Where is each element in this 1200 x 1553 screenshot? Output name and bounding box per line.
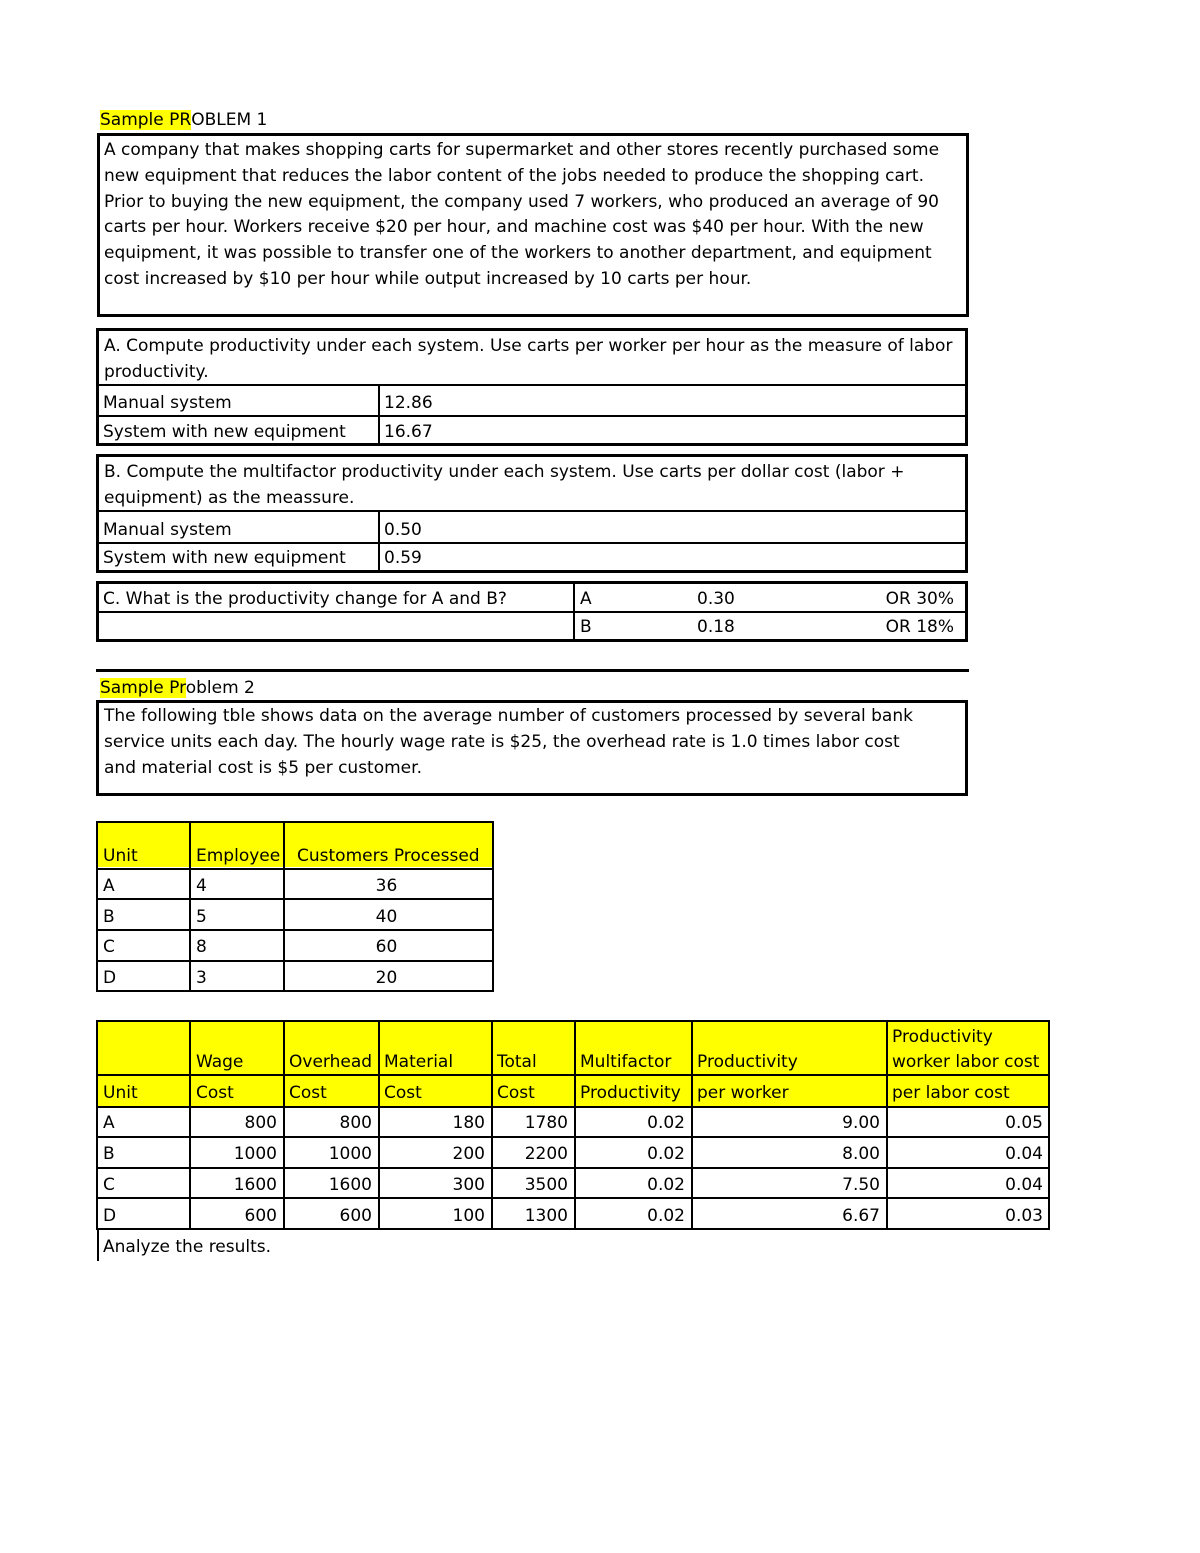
units-table-rule <box>97 960 493 962</box>
cost-table-cell: 600 <box>244 1206 277 1226</box>
cost-table-cell: 0.03 <box>1005 1206 1043 1226</box>
cost-table-header: per worker <box>697 1083 789 1103</box>
cost-table-rule <box>97 1106 1049 1108</box>
cost-table-cell: 180 <box>452 1113 485 1133</box>
cost-table-cell: C <box>103 1175 115 1195</box>
partC-question: C. What is the productivity change for A and B? <box>103 589 507 609</box>
units-table-cell: C <box>103 937 115 957</box>
units-table-cell: B <box>103 907 115 927</box>
cost-table-cell: 600 <box>339 1206 372 1226</box>
cost-table-cell: 0.05 <box>1005 1113 1043 1133</box>
partC-row-key: A <box>580 589 592 609</box>
cost-table-cell: 1780 <box>524 1113 568 1133</box>
problem2-title-rest: oblem 2 <box>185 678 255 698</box>
cost-table-cell: 6.67 <box>842 1206 880 1226</box>
problem1-title-highlight: Sample PR <box>100 110 192 130</box>
cost-table-cell: 0.02 <box>647 1175 685 1195</box>
cost-table-cell: 1300 <box>524 1206 568 1226</box>
cost-table-header: Multifactor <box>580 1052 672 1072</box>
cost-table-cell: 2200 <box>524 1144 568 1164</box>
units-table-cell: A <box>103 876 115 896</box>
cost-table-cell: 0.02 <box>647 1113 685 1133</box>
cost-table-cell: 0.04 <box>1005 1144 1043 1164</box>
cost-table-header: Cost <box>289 1083 327 1103</box>
cost-table-rule <box>97 1197 1049 1199</box>
units-table-cell: 20 <box>375 968 398 988</box>
partC-row-value: 0.18 <box>697 617 735 637</box>
units-table-header: Unit <box>103 846 138 866</box>
partC-row-value: 0.30 <box>697 589 735 609</box>
cost-table-cell: 300 <box>452 1175 485 1195</box>
units-table-cell: 3 <box>196 968 207 988</box>
partA-row-value: 16.67 <box>384 422 433 442</box>
units-table-rule <box>97 929 493 931</box>
cost-table-cell: A <box>103 1113 115 1133</box>
cost-table-cell: 1600 <box>328 1175 372 1195</box>
cost-table-cell: D <box>103 1206 117 1226</box>
cost-table-header: Total <box>497 1052 537 1072</box>
units-table-rule <box>97 898 493 900</box>
cost-table-cell: 0.02 <box>647 1206 685 1226</box>
cost-table-rule <box>97 1136 1049 1138</box>
cost-table-header: Productivity <box>892 1027 993 1047</box>
problem1-title <box>100 109 267 131</box>
cost-table-header: Productivity <box>580 1083 681 1103</box>
partC-divider <box>97 611 966 613</box>
units-table-header: Employee <box>196 846 281 866</box>
partA-row-label: System with new equipment <box>103 422 346 442</box>
cost-table-cell: 800 <box>339 1113 372 1133</box>
cost-table-cell: 1600 <box>233 1175 277 1195</box>
cost-table-cell: 1000 <box>328 1144 372 1164</box>
cost-table-cell: 0.04 <box>1005 1175 1043 1195</box>
partC-row-key: B <box>580 617 592 637</box>
partA-divider-2 <box>97 415 966 417</box>
units-table-header: Customers Processed <box>297 846 480 866</box>
units-table-cell: 60 <box>375 937 398 957</box>
partB-question: B. Compute the multifactor productivity under each system. Use carts per dollar cost (labor + equipment) as the meassure. <box>104 462 905 508</box>
cost-table-header: Material <box>384 1052 454 1072</box>
partA-row-value: 12.86 <box>384 393 433 413</box>
partB-row-value: 0.59 <box>384 548 422 568</box>
cost-table-cell: 0.02 <box>647 1144 685 1164</box>
cost-table-header: Cost <box>196 1083 234 1103</box>
partA-divider-1 <box>97 384 966 386</box>
problem2-statement: The following tble shows data on the average number of customers processed by several bank service units each day. The hourly wage rate is $25, the overhead rate is 1.0 times labor cost and material cost is $5 per customer. <box>104 706 913 778</box>
section-separator <box>96 669 969 672</box>
units-table-rule <box>97 868 493 870</box>
cost-table-header: Unit <box>103 1083 138 1103</box>
cost-table-rule <box>97 1167 1049 1169</box>
units-table-cell: 40 <box>375 907 398 927</box>
cost-table-cell: 8.00 <box>842 1144 880 1164</box>
units-table-cell: 5 <box>196 907 207 927</box>
cost-table-header: Wage <box>196 1052 244 1072</box>
units-table-cell: 36 <box>375 876 398 896</box>
cost-table-cell: 9.00 <box>842 1113 880 1133</box>
problem1-statement: A company that makes shopping carts for supermarket and other stores recently purchased some new equipment that reduces the labor content of the jobs needed to produce the shopping cart. Prior to buying the new equipment, the company used 7 workers, who produced an average of 90 carts per hour. Workers receive $20 per hour, and machine cost was $40 per hour. With the new equipment, it was possible to transfer one of the workers to another department, and equipment cost increased by $10 per hour while output increased by 10 carts per hour. <box>104 140 940 289</box>
cost-table-rule <box>97 1074 1049 1076</box>
problem2-title-highlight: Sample Pr <box>100 678 186 698</box>
cost-table-header: Cost <box>384 1083 422 1103</box>
cost-table-header: per labor cost <box>892 1083 1010 1103</box>
cost-table-cell: 7.50 <box>842 1175 880 1195</box>
partB-divider-1 <box>97 510 966 512</box>
cost-table-header: worker labor cost <box>892 1052 1040 1072</box>
units-table-col <box>189 822 191 991</box>
problem1-title-rest: OBLEM 1 <box>191 110 268 130</box>
cost-table-header: Cost <box>497 1083 535 1103</box>
partC-row-pct: OR 18% <box>885 617 954 637</box>
problem2-title <box>100 677 255 699</box>
partC-row-pct: OR 30% <box>885 589 954 609</box>
cost-table-cell: 100 <box>452 1206 485 1226</box>
units-table-cell: 8 <box>196 937 207 957</box>
partA-question: A. Compute productivity under each system. Use carts per worker per hour as the measure of labor productivity. <box>104 336 953 382</box>
units-table-cell: 4 <box>196 876 207 896</box>
partB-row-label: Manual system <box>103 520 232 540</box>
cost-table-cell: 800 <box>244 1113 277 1133</box>
cost-table-header: Productivity <box>697 1052 798 1072</box>
cost-table-cell: B <box>103 1144 115 1164</box>
units-table-cell: D <box>103 968 117 988</box>
cost-table-cell: 200 <box>452 1144 485 1164</box>
partA-row-label: Manual system <box>103 393 232 413</box>
cost-table-cell: 1000 <box>233 1144 277 1164</box>
partB-divider-2 <box>97 542 966 544</box>
footer-note: Analyze the results. <box>103 1237 272 1257</box>
cost-table-header: Overhead <box>289 1052 373 1072</box>
partC-col-divider <box>573 582 575 640</box>
partB-row-label: System with new equipment <box>103 548 346 568</box>
partB-row-value: 0.50 <box>384 520 422 540</box>
cost-table-cell: 3500 <box>524 1175 568 1195</box>
